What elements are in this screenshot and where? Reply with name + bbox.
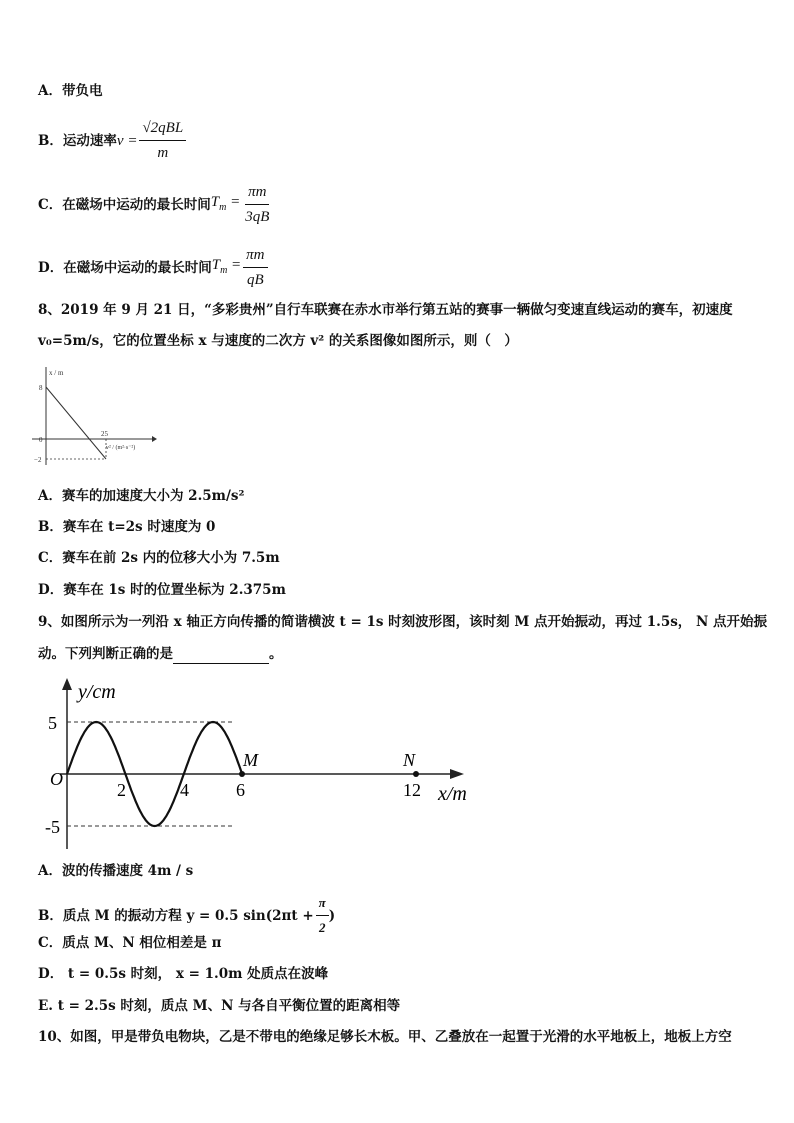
q8-option-d[interactable]: D．赛车在 1s 时的位置坐标为 2.375m bbox=[38, 582, 286, 598]
q8-graph-xlabel: v² / (m²·s⁻²) bbox=[106, 445, 136, 451]
q7-option-d-fraction bbox=[243, 245, 267, 290]
fraction-denominator: m bbox=[157, 145, 169, 161]
q9-origin: O bbox=[50, 769, 63, 789]
fraction-numerator: πm bbox=[243, 245, 267, 268]
q9-stem-end: 。 bbox=[269, 646, 283, 662]
q8-graph-ylabel: x / m bbox=[49, 369, 64, 377]
q7-option-c[interactable] bbox=[38, 182, 272, 227]
q9-option-e[interactable]: E. t = 2.5s 时刻，质点 M、N 与各自平衡位置的距离相等 bbox=[38, 998, 401, 1014]
arrow-right-icon bbox=[450, 769, 464, 779]
q10-stem-line1: 10、如图，甲是带负电物块，乙是不带电的绝缘足够长木板。甲、乙叠放在一起置于光滑的水平地板上，地板上方空 bbox=[38, 1029, 732, 1045]
q9-stem-line1: 9、如图所示为一列沿 x 轴正方向传播的简谐横波 t = 1s 时刻波形图，该时刻 M 点开始振动，再过 1.5s， N 点开始振 bbox=[38, 614, 768, 630]
q8-tick-x: 25 bbox=[101, 430, 108, 438]
q8-tick-y-bottom: −2 bbox=[34, 456, 42, 464]
q9-tick-x12: 12 bbox=[403, 780, 421, 800]
q8-stem-line2: v₀=5m/s，它的位置坐标 x 与速度的二次方 v² 的关系图像如图所示，则（ ） bbox=[38, 333, 518, 349]
q8-option-c[interactable]: C．赛车在前 2s 内的位移大小为 7.5m bbox=[38, 550, 280, 566]
q9-option-b-text: B．质点 M 的振动方程 y = 0.5 sin(2πt + bbox=[38, 907, 314, 924]
symbol-t: T bbox=[211, 256, 221, 273]
q8-option-b[interactable]: B．赛车在 t=2s 时速度为 0 bbox=[38, 519, 216, 535]
q9-point-n bbox=[413, 771, 419, 777]
q9-tick-x4: 4 bbox=[180, 780, 189, 800]
q9-wave-graph bbox=[40, 674, 480, 854]
q9-xlabel: x/m bbox=[438, 783, 467, 805]
fraction-numerator: √2qBL bbox=[139, 118, 186, 141]
q7-option-b-lhs: v = bbox=[116, 132, 138, 149]
symbol-t: T bbox=[210, 193, 220, 210]
fraction-denominator: 3qB bbox=[245, 209, 270, 225]
q9-label-m: M bbox=[243, 750, 258, 770]
q7-option-d-text: D．在磁场中运动的最长时间 bbox=[38, 259, 212, 276]
q9-option-b-fraction bbox=[316, 893, 329, 938]
equals-sign: = bbox=[226, 193, 241, 210]
q7-option-d[interactable] bbox=[38, 245, 268, 290]
q9-stem-line2 bbox=[38, 644, 283, 664]
q9-point-m bbox=[239, 771, 245, 777]
q8-graph-line bbox=[46, 387, 106, 459]
q7-option-c-fraction bbox=[242, 182, 272, 227]
q9-option-b[interactable] bbox=[38, 893, 335, 938]
q9-option-b-suffix: ) bbox=[328, 907, 336, 924]
q9-tick-y-neg: -5 bbox=[45, 817, 60, 837]
q7-option-c-lhs bbox=[211, 192, 240, 218]
q9-tick-x6: 6 bbox=[236, 780, 245, 800]
q7-option-a[interactable]: A．带负电 bbox=[38, 83, 103, 99]
q8-tick-y-top: 8 bbox=[39, 384, 43, 392]
arrow-right-icon bbox=[152, 436, 157, 442]
q9-option-a[interactable]: A．波的传播速度 4m / s bbox=[38, 863, 194, 879]
equals-sign: = bbox=[227, 256, 242, 273]
q9-stem-text: 动。下列判断正确的是 bbox=[38, 646, 173, 662]
q8-graph bbox=[30, 365, 160, 470]
subscript-m: m bbox=[220, 264, 228, 276]
q9-ylabel: y/cm bbox=[78, 681, 116, 703]
q7-option-b[interactable] bbox=[38, 118, 186, 163]
q9-option-c[interactable]: C．质点 M、N 相位相差是 π bbox=[38, 935, 222, 951]
answer-blank[interactable] bbox=[173, 649, 269, 664]
fraction-numerator: π bbox=[316, 893, 329, 916]
q7-option-b-fraction bbox=[139, 118, 186, 163]
q9-tick-y-pos: 5 bbox=[48, 713, 57, 733]
q9-tick-x2: 2 bbox=[117, 780, 126, 800]
q7-option-d-lhs bbox=[212, 255, 241, 281]
q7-option-b-text: B．运动速率 bbox=[38, 132, 117, 149]
q9-label-n: N bbox=[403, 750, 416, 770]
q8-tick-y-zero: 0 bbox=[39, 436, 43, 444]
fraction-denominator: qB bbox=[247, 272, 264, 288]
arrow-up-icon bbox=[62, 678, 72, 690]
q7-option-c-text: C．在磁场中运动的最长时间 bbox=[38, 196, 211, 213]
fraction-numerator: πm bbox=[245, 182, 269, 205]
subscript-m: m bbox=[219, 201, 227, 213]
q9-option-d[interactable]: D． t = 0.5s 时刻， x = 1.0m 处质点在波峰 bbox=[38, 966, 329, 982]
q8-option-a[interactable]: A．赛车的加速度大小为 2.5m/s² bbox=[38, 488, 245, 504]
q8-stem-line1: 8、2019 年 9 月 21 日，“多彩贵州”自行车联赛在赤水市举行第五站的赛事一辆做匀变速直线运动的赛车，初速度 bbox=[38, 302, 733, 318]
fraction-denominator: 2 bbox=[318, 920, 326, 935]
